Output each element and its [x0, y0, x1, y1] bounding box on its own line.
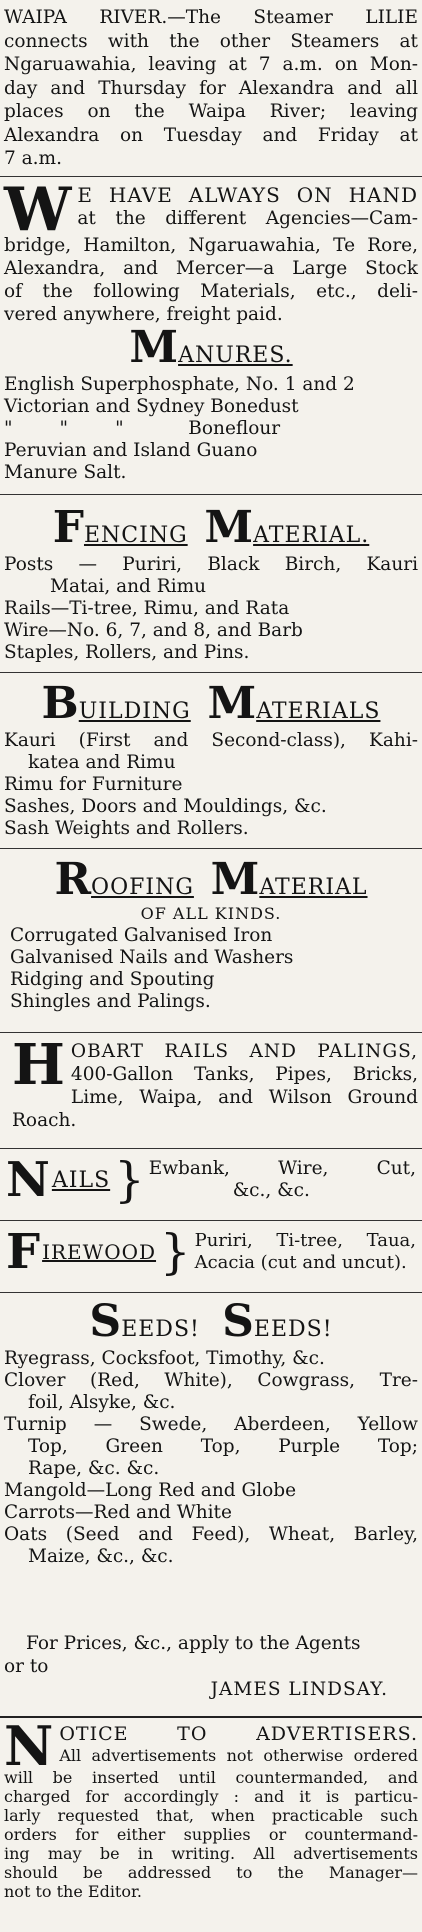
intro-line: vered anywhere, freight paid. — [4, 304, 283, 325]
seeds-item: Clover (Red, White), Cowgrass, Tre- — [4, 1370, 418, 1391]
nails-line: &c., &c. — [232, 1180, 310, 1201]
prices-line: or to — [4, 1656, 49, 1677]
hobart-line: OBART RAILS AND PALINGS, — [70, 1041, 418, 1062]
roofing-heading — [0, 854, 422, 905]
brace: } — [114, 1152, 145, 1208]
fencing-item: Wire—No. 6, 7, and 8, and Barb — [4, 620, 303, 641]
heading-rest: IREWOOD — [42, 1240, 157, 1264]
waipa-line: places on the Waipa River; leaving — [4, 101, 418, 122]
heading-cap: S — [89, 1296, 122, 1347]
building-section — [0, 678, 422, 840]
divider — [0, 848, 422, 849]
fencing-heading — [0, 502, 422, 553]
seeds-item: Ryegrass, Cocksfoot, Timothy, &c. — [4, 1348, 325, 1369]
roofing-item: Shingles and Palings. — [10, 991, 211, 1012]
seeds-item: Oats (Seed and Feed), Wheat, Barley, — [4, 1524, 418, 1545]
notice-section — [0, 1714, 422, 1901]
firewood-line: Puriri, Ti-tree, Taua, — [194, 1230, 416, 1251]
agent-name: JAMES LINDSAY. — [210, 1679, 388, 1700]
heading-rest: EEDS! — [121, 1317, 200, 1342]
fencing-item: Staples, Rollers, and Pins. — [4, 642, 250, 663]
seeds-item: Top, Green Top, Purple Top; — [28, 1436, 418, 1457]
manures-heading — [0, 322, 422, 373]
divider — [0, 672, 422, 673]
waipa-line: WAIPA RIVER.—The Steamer LILIE — [4, 7, 418, 28]
prices-line: For Prices, &c., apply to the Agents — [26, 1633, 361, 1654]
seeds-item: Mangold—Long Red and Globe — [4, 1480, 297, 1501]
heading-rest: ANURES. — [178, 343, 293, 368]
drop-cap: H — [12, 1032, 65, 1098]
heading-cap: B — [41, 678, 79, 729]
notice-line: orders for either supplies or countermand- — [4, 1825, 418, 1844]
manure-item: " " " Boneflour — [4, 418, 281, 439]
divider — [0, 1220, 422, 1221]
seeds-item: foil, Alsyke, &c. — [28, 1392, 176, 1413]
intro-line: bridge, Hamilton, Ngaruawahia, Te Rore, — [4, 235, 418, 256]
heading-rest: ENCING — [83, 523, 188, 548]
heading-cap: M — [204, 502, 254, 553]
roofing-section — [0, 854, 422, 1013]
building-item: Kauri (First and Second-class), Kahi- — [4, 730, 418, 751]
manures-section — [0, 322, 422, 484]
nails-section — [0, 1152, 422, 1208]
manure-item: English Superphosphate, No. 1 and 2 — [4, 374, 355, 395]
waipa-line: 7 a.m. — [4, 148, 62, 169]
firewood-line: Acacia (cut and uncut). — [194, 1252, 407, 1273]
waipa-line: Ngaruawahia, leaving at 7 a.m. on Mon- — [4, 54, 418, 75]
waipa-line: connects with the other Steamers at — [4, 30, 418, 52]
heading-rest: ATERIALS — [256, 699, 381, 724]
heading-rest: AILS — [51, 1167, 111, 1193]
firewood-section — [0, 1224, 422, 1280]
divider — [0, 1716, 422, 1718]
roofing-item: Galvanised Nails and Washers — [10, 947, 294, 968]
notice-line: charged for accordingly : and it is particu- — [4, 1787, 418, 1806]
heading-rest: EEDS! — [253, 1317, 333, 1342]
divider — [0, 1292, 422, 1293]
heading-rest: ATERIAL — [259, 875, 368, 900]
building-item: Rimu for Furniture — [4, 774, 183, 795]
materials-intro — [0, 175, 422, 326]
heading-rest: OOFING — [91, 875, 194, 900]
heading-cap: R — [54, 854, 92, 905]
manure-item: Victorian and Sydney Bonedust — [4, 396, 299, 417]
heading-cap: F — [52, 502, 84, 553]
heading-cap: M — [207, 678, 257, 729]
building-item: Sashes, Doors and Mouldings, &c. — [4, 796, 327, 817]
heading-cap: F — [6, 1224, 41, 1280]
hobart-line: 400-Gallon Tanks, Pipes, Bricks, — [70, 1064, 418, 1085]
seeds-item: Turnip — Swede, Aberdeen, Yellow — [4, 1414, 418, 1435]
heading-cap: N — [6, 1152, 50, 1208]
seeds-item: Rape, &c. &c. — [28, 1458, 160, 1479]
intro-line: Alexandra, and Mercer—a Large Stock — [4, 258, 418, 279]
waipa-river-notice — [0, 6, 422, 171]
hobart-line: Lime, Waipa, and Wilson Ground — [70, 1087, 418, 1108]
divider — [0, 1148, 422, 1149]
notice-title: OTICE TO ADVERTISERS. — [59, 1723, 418, 1745]
roofing-item: Ridging and Spouting — [10, 969, 215, 990]
roofing-subheading: OF ALL KINDS. — [140, 904, 282, 923]
waipa-line: day and Thursday for Alexandra and all — [4, 77, 418, 99]
heading-rest: UILDING — [78, 699, 191, 724]
intro-line: E HAVE ALWAYS ON HAND — [77, 183, 418, 207]
notice-line: will be inserted until countermanded, and — [4, 1768, 418, 1787]
seeds-section — [0, 1296, 422, 1568]
heading-rest: ATERIAL. — [253, 523, 370, 548]
seeds-item: Maize, &c., &c. — [28, 1546, 174, 1567]
fencing-section — [0, 502, 422, 664]
notice-line: should be addressed to the Manager— — [4, 1863, 418, 1882]
seeds-item: Carrots—Red and White — [4, 1502, 232, 1523]
nails-line: Ewbank, Wire, Cut, — [148, 1158, 416, 1179]
fencing-item: Matai, and Rimu — [50, 576, 207, 597]
roofing-item: Corrugated Galvanised Iron — [10, 925, 273, 946]
drop-cap: W — [4, 175, 72, 245]
hobart-line: Roach. — [12, 1110, 77, 1131]
building-item: katea and Rimu — [28, 752, 176, 773]
notice-line: not to the Editor. — [4, 1882, 142, 1901]
waipa-line: Alexandra on Tuesday and Friday at — [4, 124, 418, 146]
intro-line: at the different Agencies—Cam- — [77, 208, 418, 229]
heading-cap: S — [222, 1296, 254, 1347]
fencing-item: Posts — Puriri, Black Birch, Kauri — [4, 554, 418, 575]
fencing-item: Rails—Ti-tree, Rimu, and Rata — [4, 598, 290, 619]
building-heading — [0, 678, 422, 729]
brace: } — [160, 1224, 191, 1280]
notice-line: larly requested that, when practicable such — [4, 1806, 418, 1825]
prices-section — [0, 1632, 422, 1701]
drop-cap: N — [4, 1714, 54, 1778]
intro-line: of the following Materials, etc., deli- — [4, 281, 418, 302]
manure-item: Manure Salt. — [4, 462, 127, 483]
heading-cap: M — [129, 322, 179, 373]
heading-cap: M — [210, 854, 260, 905]
manure-item: Peruvian and Island Guano — [4, 440, 258, 461]
seeds-heading — [0, 1296, 422, 1347]
divider — [0, 494, 422, 495]
building-item: Sash Weights and Rollers. — [4, 818, 249, 839]
notice-line: All advertisements not otherwise ordered — [59, 1746, 418, 1765]
hobart-section — [0, 1032, 422, 1132]
notice-line: ing may be in writing. All advertisements — [4, 1844, 418, 1863]
